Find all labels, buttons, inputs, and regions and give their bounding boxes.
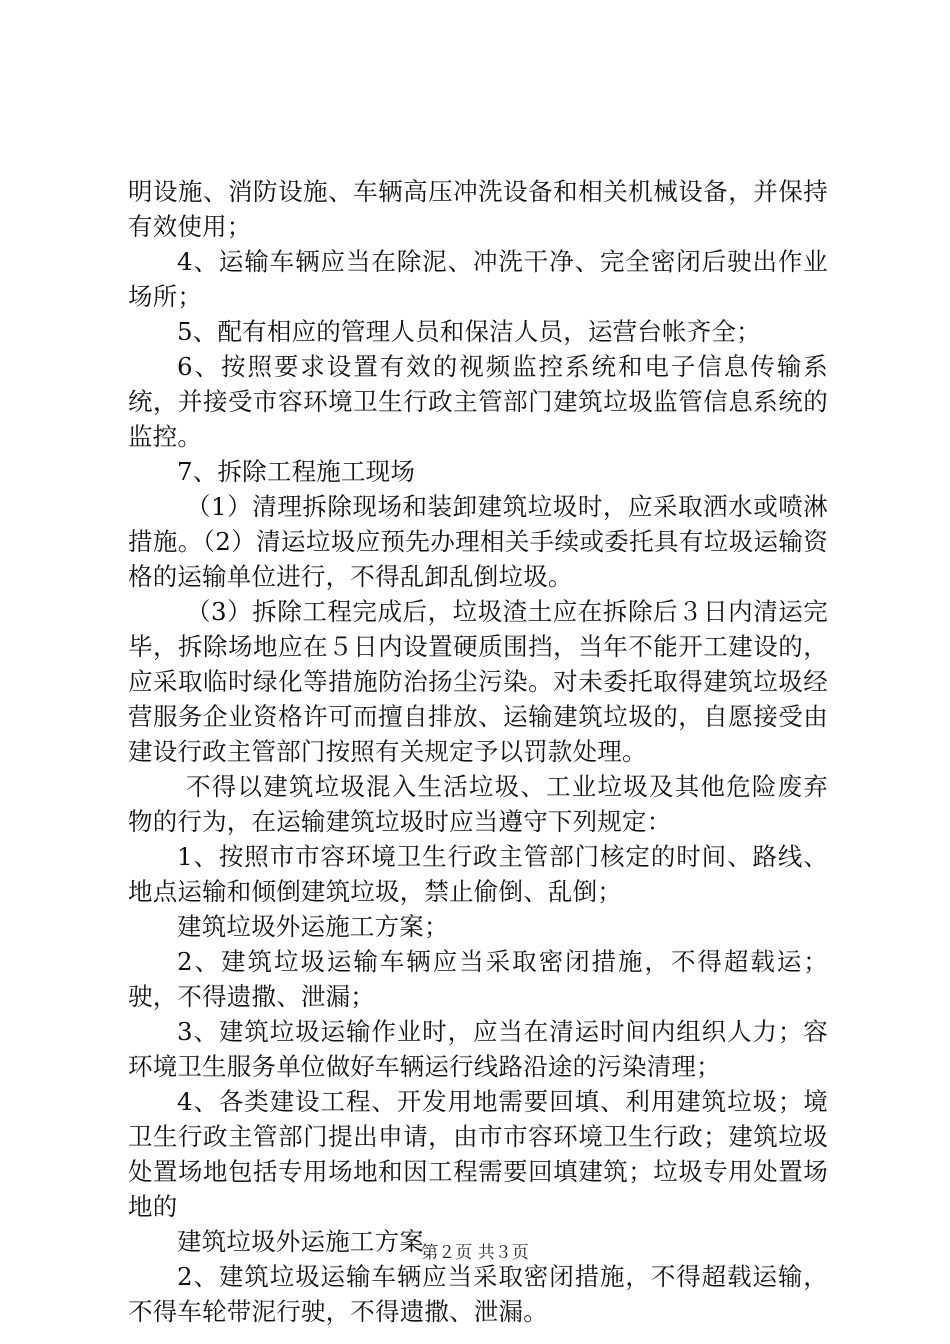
paragraph: 建筑垃圾外运施工方案 xyxy=(177,1227,424,1256)
paragraph: 1、按照市市容环境卫生行政主管部门核定的时间、路线、地点运输和倾倒建筑垃圾，禁止偷倒、乱倒； xyxy=(128,842,828,906)
paragraph: （1）清理拆除现场和装卸建筑垃圾时，应采取洒水或喷淋措施。（2）清运垃圾应预先办理相关手续或委托具有垃圾运输资格的运输单位进行，不得乱卸乱倒垃圾。 xyxy=(128,492,828,591)
paragraph: 4、运输车辆应当在除泥、冲洗干净、完全密闭后驶出作业场所； xyxy=(128,247,828,311)
paragraph: 建筑垃圾外运施工方案； xyxy=(177,912,449,941)
paragraph: 6、按照要求设置有效的视频监控系统和电子信息传输系统，并接受市容环境卫生行政主管部门建筑垃圾监管信息系统的监控。 xyxy=(128,352,828,451)
paragraph: 3、建筑垃圾运输作业时，应当在清运时间内组织人力；容环境卫生服务单位做好车辆运行线路沿途的污染清理； xyxy=(128,1017,828,1081)
paragraph: 7、拆除工程施工现场 xyxy=(177,457,416,486)
paragraph: 4、各类建设工程、开发用地需要回填、利用建筑垃圾；境卫生行政主管部门提出申请，由市市容环境卫生行政；建筑垃圾处置场地包括专用场地和因工程需要回填建筑；垃圾专用处置场地的 xyxy=(128,1087,828,1221)
page-number-footer: 第２页 共３页 xyxy=(421,1243,529,1263)
paragraph: 2、建筑垃圾运输车辆应当采取密闭措施，不得超载运输，不得车轮带泥行驶，不得遗撒、泄漏。 xyxy=(128,1262,828,1326)
document-body xyxy=(128,174,828,1329)
paragraph: 不得以建筑垃圾混入生活垃圾、工业垃圾及其他危险废弃物的行为，在运输建筑垃圾时应当遵守下列规定： xyxy=(128,772,828,836)
paragraph: （3）拆除工程完成后，垃圾渣土应在拆除后３日内清运完毕，拆除场地应在５日内设置硬质围挡，当年不能开工建设的，应采取临时绿化等措施防治扬尘污染。对未委托取得建筑垃圾经营服务企业资格许可而擅自排放、运输建筑垃圾的，自愿接受由建设行政主管部门按照有关规定予以罚款处理。 xyxy=(128,597,828,766)
paragraph: 2、建筑垃圾运输车辆应当采取密闭措施，不得超载运；驶，不得遗撒、泄漏； xyxy=(128,947,828,1011)
paragraph: 5、配有相应的管理人员和保洁人员，运营台帐齐全； xyxy=(177,317,761,346)
paragraph: 明设施、消防设施、车辆高压冲洗设备和相关机械设备，并保持有效使用； xyxy=(128,177,828,241)
